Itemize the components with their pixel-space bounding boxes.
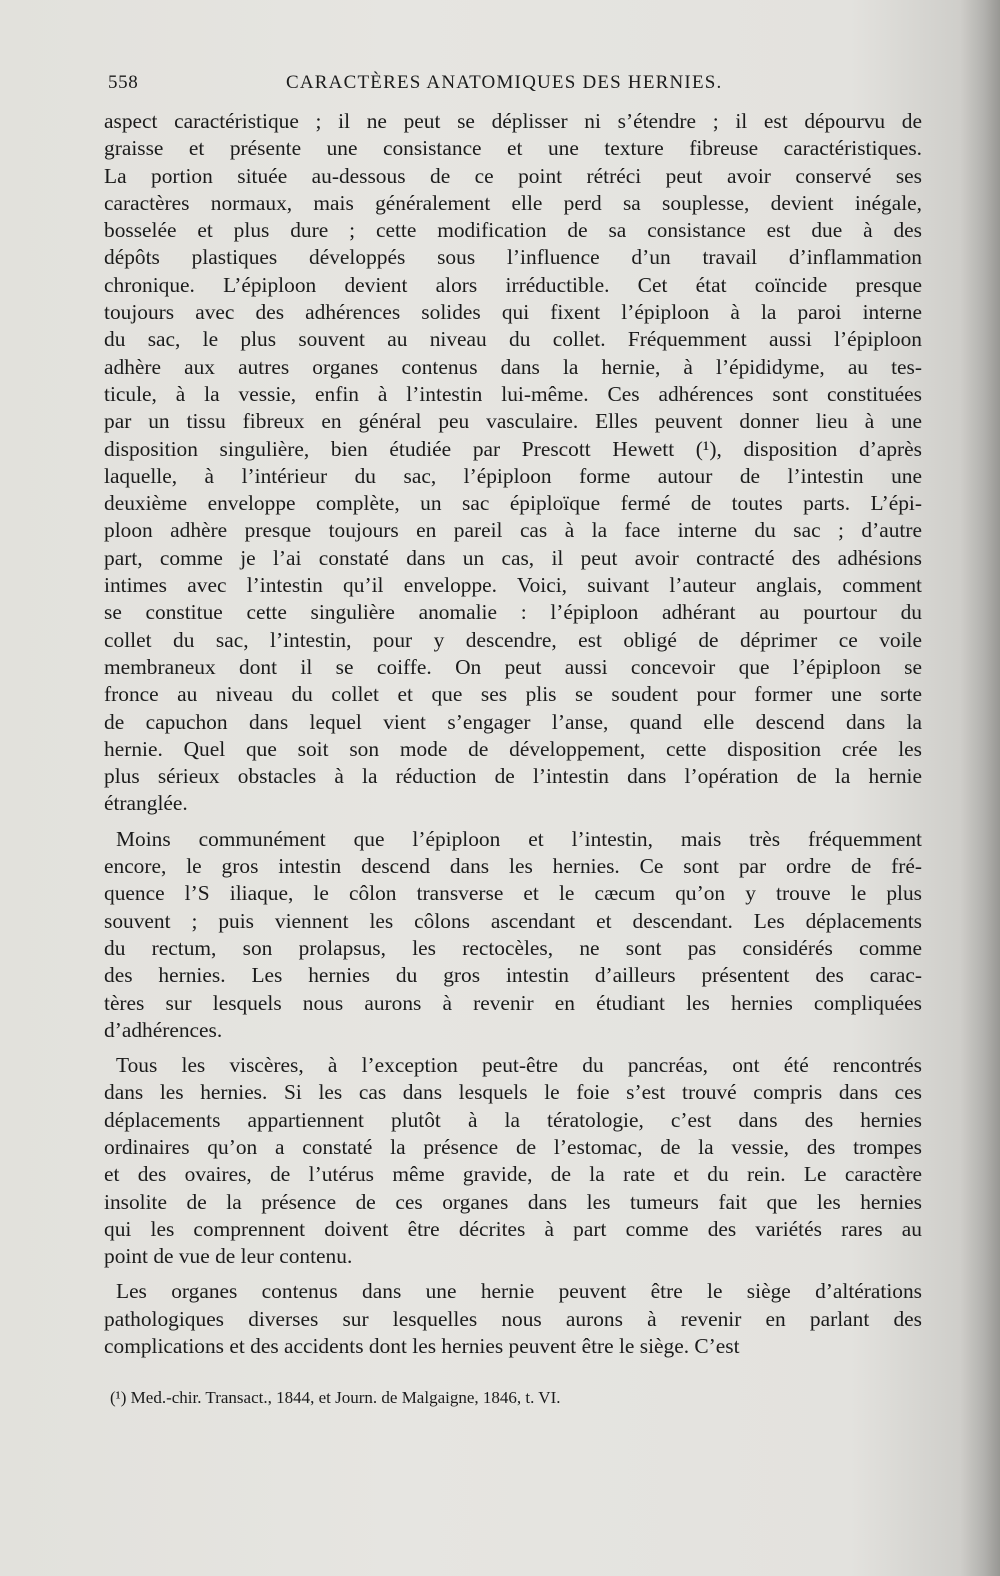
body-text	[104, 108, 922, 1360]
text-line: encore, le gros intestin descend dans les hernies. Ce sont par ordre de fré-	[104, 854, 922, 879]
text-line: Les organes contenus dans une hernie peuvent être le siège d’altérations	[116, 1279, 922, 1304]
text-line: laquelle, à l’intérieur du sac, l’épiploon forme autour de l’intestin une	[104, 463, 922, 488]
page-edge-shadow	[960, 0, 1000, 1576]
text-line: hernie. Quel que soit son mode de développement, cette disposition crée les	[104, 736, 922, 761]
text-line: ploon adhère presque toujours en pareil cas à la face interne du sac ; d’autre	[104, 518, 922, 543]
text-line: ticule, à la vessie, enfin à l’intestin lui-même. Ces adhérences sont constituées	[104, 381, 922, 406]
text-line: Tous les viscères, à l’exception peut-être du pancréas, ont été rencontrés	[116, 1053, 922, 1078]
text-line: des hernies. Les hernies du gros intestin d’ailleurs présentent des carac-	[104, 963, 922, 988]
paragraph	[104, 108, 922, 818]
text-line: intimes avec l’intestin qu’il enveloppe. Voici, suivant l’auteur anglais, comment	[104, 573, 922, 598]
text-line: graisse et présente une consistance et une texture fibreuse caractéristiques.	[104, 136, 922, 161]
text-line: disposition singulière, bien étudiée par Prescott Hewett (¹), disposition d’après	[104, 436, 922, 461]
text-line: toujours avec des adhérences solides qui fixent l’épiploon à la paroi interne	[104, 300, 922, 325]
text-line: et des ovaires, de l’utérus même gravide, de la rate et du rein. Le caractère	[104, 1162, 922, 1187]
text-line: plus sérieux obstacles à la réduction de l’intestin dans l’opération de la hernie	[104, 764, 922, 789]
text-line: par un tissu fibreux en général peu vasculaire. Elles peuvent donner lieu à une	[104, 409, 922, 434]
text-line: étranglée.	[104, 791, 188, 816]
text-line: aspect caractéristique ; il ne peut se déplisser ni s’étendre ; il est dépourvu de	[104, 109, 922, 133]
text-line: La portion située au-dessous de ce point rétréci peut avoir conservé ses	[104, 163, 922, 188]
page-number: 558	[108, 72, 139, 93]
text-line: qui les comprennent doivent être décrites à part comme des variétés rares au	[104, 1216, 922, 1241]
text-line: caractères normaux, mais généralement elle perd sa souplesse, devient inégale,	[104, 190, 922, 215]
text-line: deuxième enveloppe complète, un sac épiploïque fermé de toutes parts. L’épi-	[104, 491, 922, 516]
text-line: de capuchon dans lequel vient s’engager l’anse, quand elle descend dans la	[104, 709, 922, 734]
text-line: insolite de la présence de ces organes dans les tumeurs fait que les hernies	[104, 1189, 922, 1214]
text-line: du rectum, son prolapsus, les rectocèles, ne sont pas considérés comme	[104, 935, 922, 960]
text-line: tères sur lesquels nous aurons à revenir en étudiant les hernies compliquées	[104, 990, 922, 1015]
text-line: déplacements appartiennent plutôt à la tératologie, c’est dans des hernies	[104, 1107, 922, 1132]
paragraph	[104, 826, 922, 1044]
paragraph-gap	[104, 818, 922, 826]
text-line: complications et des accidents dont les hernies peuvent être le siège. C’est	[104, 1334, 740, 1359]
text-line: adhère aux autres organes contenus dans la hernie, à l’épididyme, au tes-	[104, 354, 922, 379]
page-header	[108, 72, 918, 102]
paragraph-gap	[104, 1270, 922, 1278]
text-line: souvent ; puis viennent les côlons ascendant et descendant. Les déplacements	[104, 908, 922, 933]
text-line: dépôts plastiques développés sous l’influence d’un travail d’inflammation	[104, 245, 922, 270]
text-line: collet du sac, l’intestin, pour y descendre, est obligé de déprimer ce voile	[104, 627, 922, 652]
text-line: membraneux dont il se coiffe. On peut aussi concevoir que l’épiploon se	[104, 654, 922, 679]
text-line: fronce au niveau du collet et que ses plis se soudent pour former une sorte	[104, 682, 922, 707]
text-line: part, comme je l’ai constaté dans un cas, il peut avoir contracté des adhésions	[104, 545, 922, 570]
text-line: point de vue de leur contenu.	[104, 1244, 353, 1269]
text-line: du sac, le plus souvent au niveau du collet. Fréquemment aussi l’épiploon	[104, 327, 922, 352]
text-line: pathologiques diverses sur lesquelles nous aurons à revenir en parlant des	[104, 1306, 922, 1331]
text-line: se constitue cette singulière anomalie : l’épiploon adhérant au pourtour du	[104, 600, 922, 625]
paragraph-gap	[104, 1044, 922, 1052]
text-line: dans les hernies. Si les cas dans lesquels le foie s’est trouvé compris dans ces	[104, 1080, 922, 1105]
text-line: d’adhérences.	[104, 1017, 223, 1042]
text-line: bosselée et plus dure ; cette modification de sa consistance est due à des	[104, 218, 922, 243]
paragraph	[104, 1052, 922, 1270]
paragraph	[104, 1278, 922, 1360]
footnote: (¹) Med.-chir. Transact., 1844, et Journ. de Malgaigne, 1846, t. VI.	[110, 1388, 561, 1407]
text-line: Moins communément que l’épiploon et l’intestin, mais très fréquemment	[116, 826, 922, 851]
text-line: quence l’S iliaque, le côlon transverse et le cæcum qu’on y trouve le plus	[104, 881, 922, 906]
running-title: CARACTÈRES ANATOMIQUES DES HERNIES.	[286, 72, 723, 93]
text-line: ordinaires qu’on a constaté la présence de l’estomac, de la vessie, des trompes	[104, 1134, 922, 1159]
text-line: chronique. L’épiploon devient alors irréductible. Cet état coïncide presque	[104, 272, 922, 297]
